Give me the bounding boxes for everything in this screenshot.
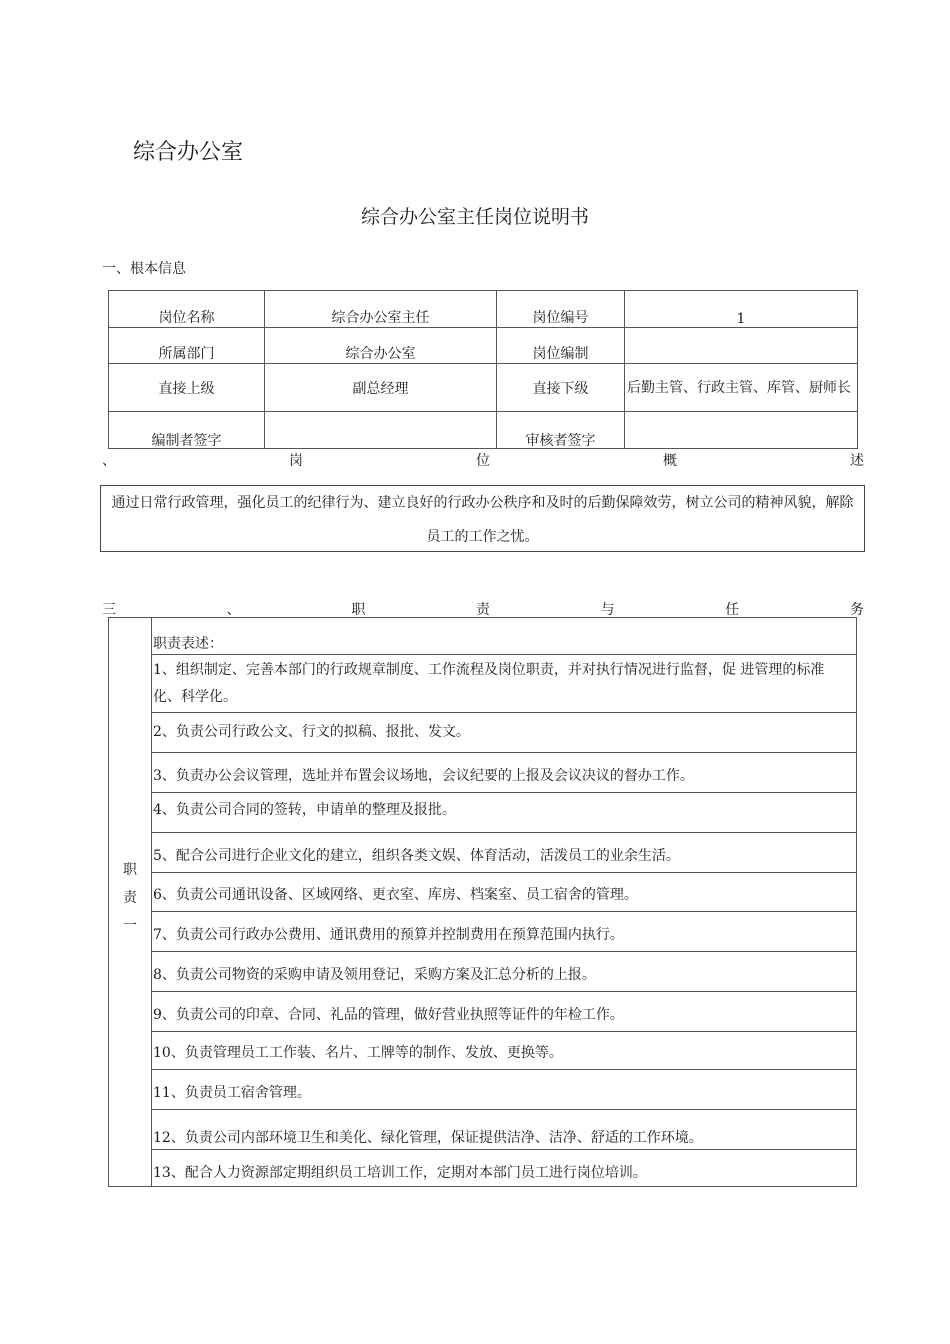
duty-row bbox=[152, 951, 856, 991]
duties-side-label bbox=[109, 618, 152, 1186]
duty-header-row bbox=[152, 618, 856, 654]
duty-item: 13、配合人力资源部定期组织员工培训工作，定期对本部门员工进行岗位培训。 bbox=[153, 1165, 647, 1181]
section-2-char: 、 bbox=[102, 453, 116, 469]
position-summary-box bbox=[100, 485, 865, 552]
department-heading: 综合办公室 bbox=[133, 140, 244, 165]
document-title: 综合办公室主任岗位说明书 bbox=[360, 206, 589, 228]
duty-row bbox=[152, 1031, 856, 1069]
duty-row bbox=[152, 1149, 856, 1187]
author-sign-label: 编制者签字 bbox=[109, 412, 265, 449]
duty-row bbox=[152, 832, 856, 872]
duty-row bbox=[152, 712, 856, 752]
position-name-label: 岗位名称 bbox=[109, 291, 265, 328]
side-label-char: 责 bbox=[123, 890, 137, 906]
department-label: 所属部门 bbox=[109, 328, 265, 364]
duties-table bbox=[108, 617, 857, 1187]
section-3-heading bbox=[102, 599, 864, 619]
reviewer-sign-label: 审核者签字 bbox=[497, 412, 625, 449]
superior-value: 副总经理 bbox=[265, 364, 497, 412]
section-3-char: 务 bbox=[849, 602, 864, 618]
duty-item: 7、负责公司行政办公费用、通讯费用的预算并控制费用在预算范围内执行。 bbox=[153, 927, 624, 943]
duty-item: 5、配合公司进行企业文化的建立，组织各类文娱、体育活动，活泼员工的业余生活。 bbox=[153, 848, 680, 864]
duty-item: 2、负责公司行政公文、行文的拟稿、报批、发文。 bbox=[153, 724, 470, 740]
duty-header: 职责表述： bbox=[153, 636, 223, 652]
section-1-heading: 一、根本信息 bbox=[102, 261, 186, 277]
duty-row bbox=[152, 991, 856, 1031]
duty-item: 6、负责公司通讯设备、区域网络、更衣室、库房、档案室、员工宿舍的管理。 bbox=[153, 887, 638, 903]
position-code-value: 1 bbox=[625, 291, 858, 328]
section-3-char: 三 bbox=[102, 602, 116, 618]
duty-item: 11、负责员工宿舍管理。 bbox=[153, 1085, 311, 1101]
position-code-label: 岗位编号 bbox=[497, 291, 625, 328]
section-3-char: 责 bbox=[475, 602, 490, 618]
section-2-char: 岗 bbox=[289, 453, 303, 469]
position-summary-text: 通过日常行政管理，强化员工的纪律行为、建立良好的行政办公秩序和及时的后勤保障效劳，树立公司的精神风貌，解除员工的工作之忧。 bbox=[111, 495, 854, 545]
subordinate-label: 直接下级 bbox=[497, 364, 625, 412]
duties-rows bbox=[152, 618, 856, 1186]
headcount-label: 岗位编制 bbox=[497, 328, 625, 364]
duty-item: 1、组织制定、完善本部门的行政规章制度、工作流程及岗位职责，并对执行情况进行监督，促 进管理的标准化、科学化。 bbox=[153, 662, 825, 705]
headcount-value bbox=[625, 328, 858, 364]
reviewer-sign-value bbox=[625, 412, 858, 449]
duty-row bbox=[152, 792, 856, 832]
section-3-char: 任 bbox=[725, 602, 740, 618]
duty-item: 9、负责公司的印章、合同、礼品的管理，做好营业执照等证件的年检工作。 bbox=[153, 1007, 624, 1023]
author-sign-value bbox=[265, 412, 497, 449]
duty-row bbox=[152, 654, 856, 712]
section-3-char: 、 bbox=[226, 602, 241, 618]
duty-item: 4、负责公司合同的签转，申请单的整理及报批。 bbox=[153, 802, 456, 818]
section-2-char: 位 bbox=[476, 453, 490, 469]
section-2-char: 述 bbox=[850, 453, 864, 469]
duty-item: 10、负责管理员工工作装、名片、工牌等的制作、发放、更换等。 bbox=[153, 1045, 563, 1061]
duty-row bbox=[152, 1069, 856, 1109]
side-label-char: 职 bbox=[123, 862, 137, 878]
position-name-value: 综合办公室主任 bbox=[265, 291, 497, 328]
duty-row bbox=[152, 1109, 856, 1149]
section-3-char: 职 bbox=[351, 602, 366, 618]
department-value: 综合办公室 bbox=[265, 328, 497, 364]
duty-row bbox=[152, 752, 856, 792]
superior-label: 直接上级 bbox=[109, 364, 265, 412]
duty-item: 3、负责办公会议管理，选址并布置会议场地，会议纪要的上报及会议决议的督办工作。 bbox=[153, 768, 694, 784]
side-label-char: 一 bbox=[123, 918, 137, 934]
section-2-heading bbox=[102, 450, 864, 470]
duty-row bbox=[152, 911, 856, 951]
subordinate-value: 后勤主管、行政主管、库管、厨师长 bbox=[625, 364, 858, 412]
duty-item: 12、负责公司内部环境卫生和美化、绿化管理，保证提供洁净、洁净、舒适的工作环境。 bbox=[153, 1130, 703, 1146]
section-3-char: 与 bbox=[600, 602, 615, 618]
section-2-char: 概 bbox=[663, 453, 677, 469]
duty-row bbox=[152, 872, 856, 911]
basic-info-table bbox=[108, 290, 858, 449]
duty-item: 8、负责公司物资的采购申请及领用登记，采购方案及汇总分析的上报。 bbox=[153, 967, 596, 983]
